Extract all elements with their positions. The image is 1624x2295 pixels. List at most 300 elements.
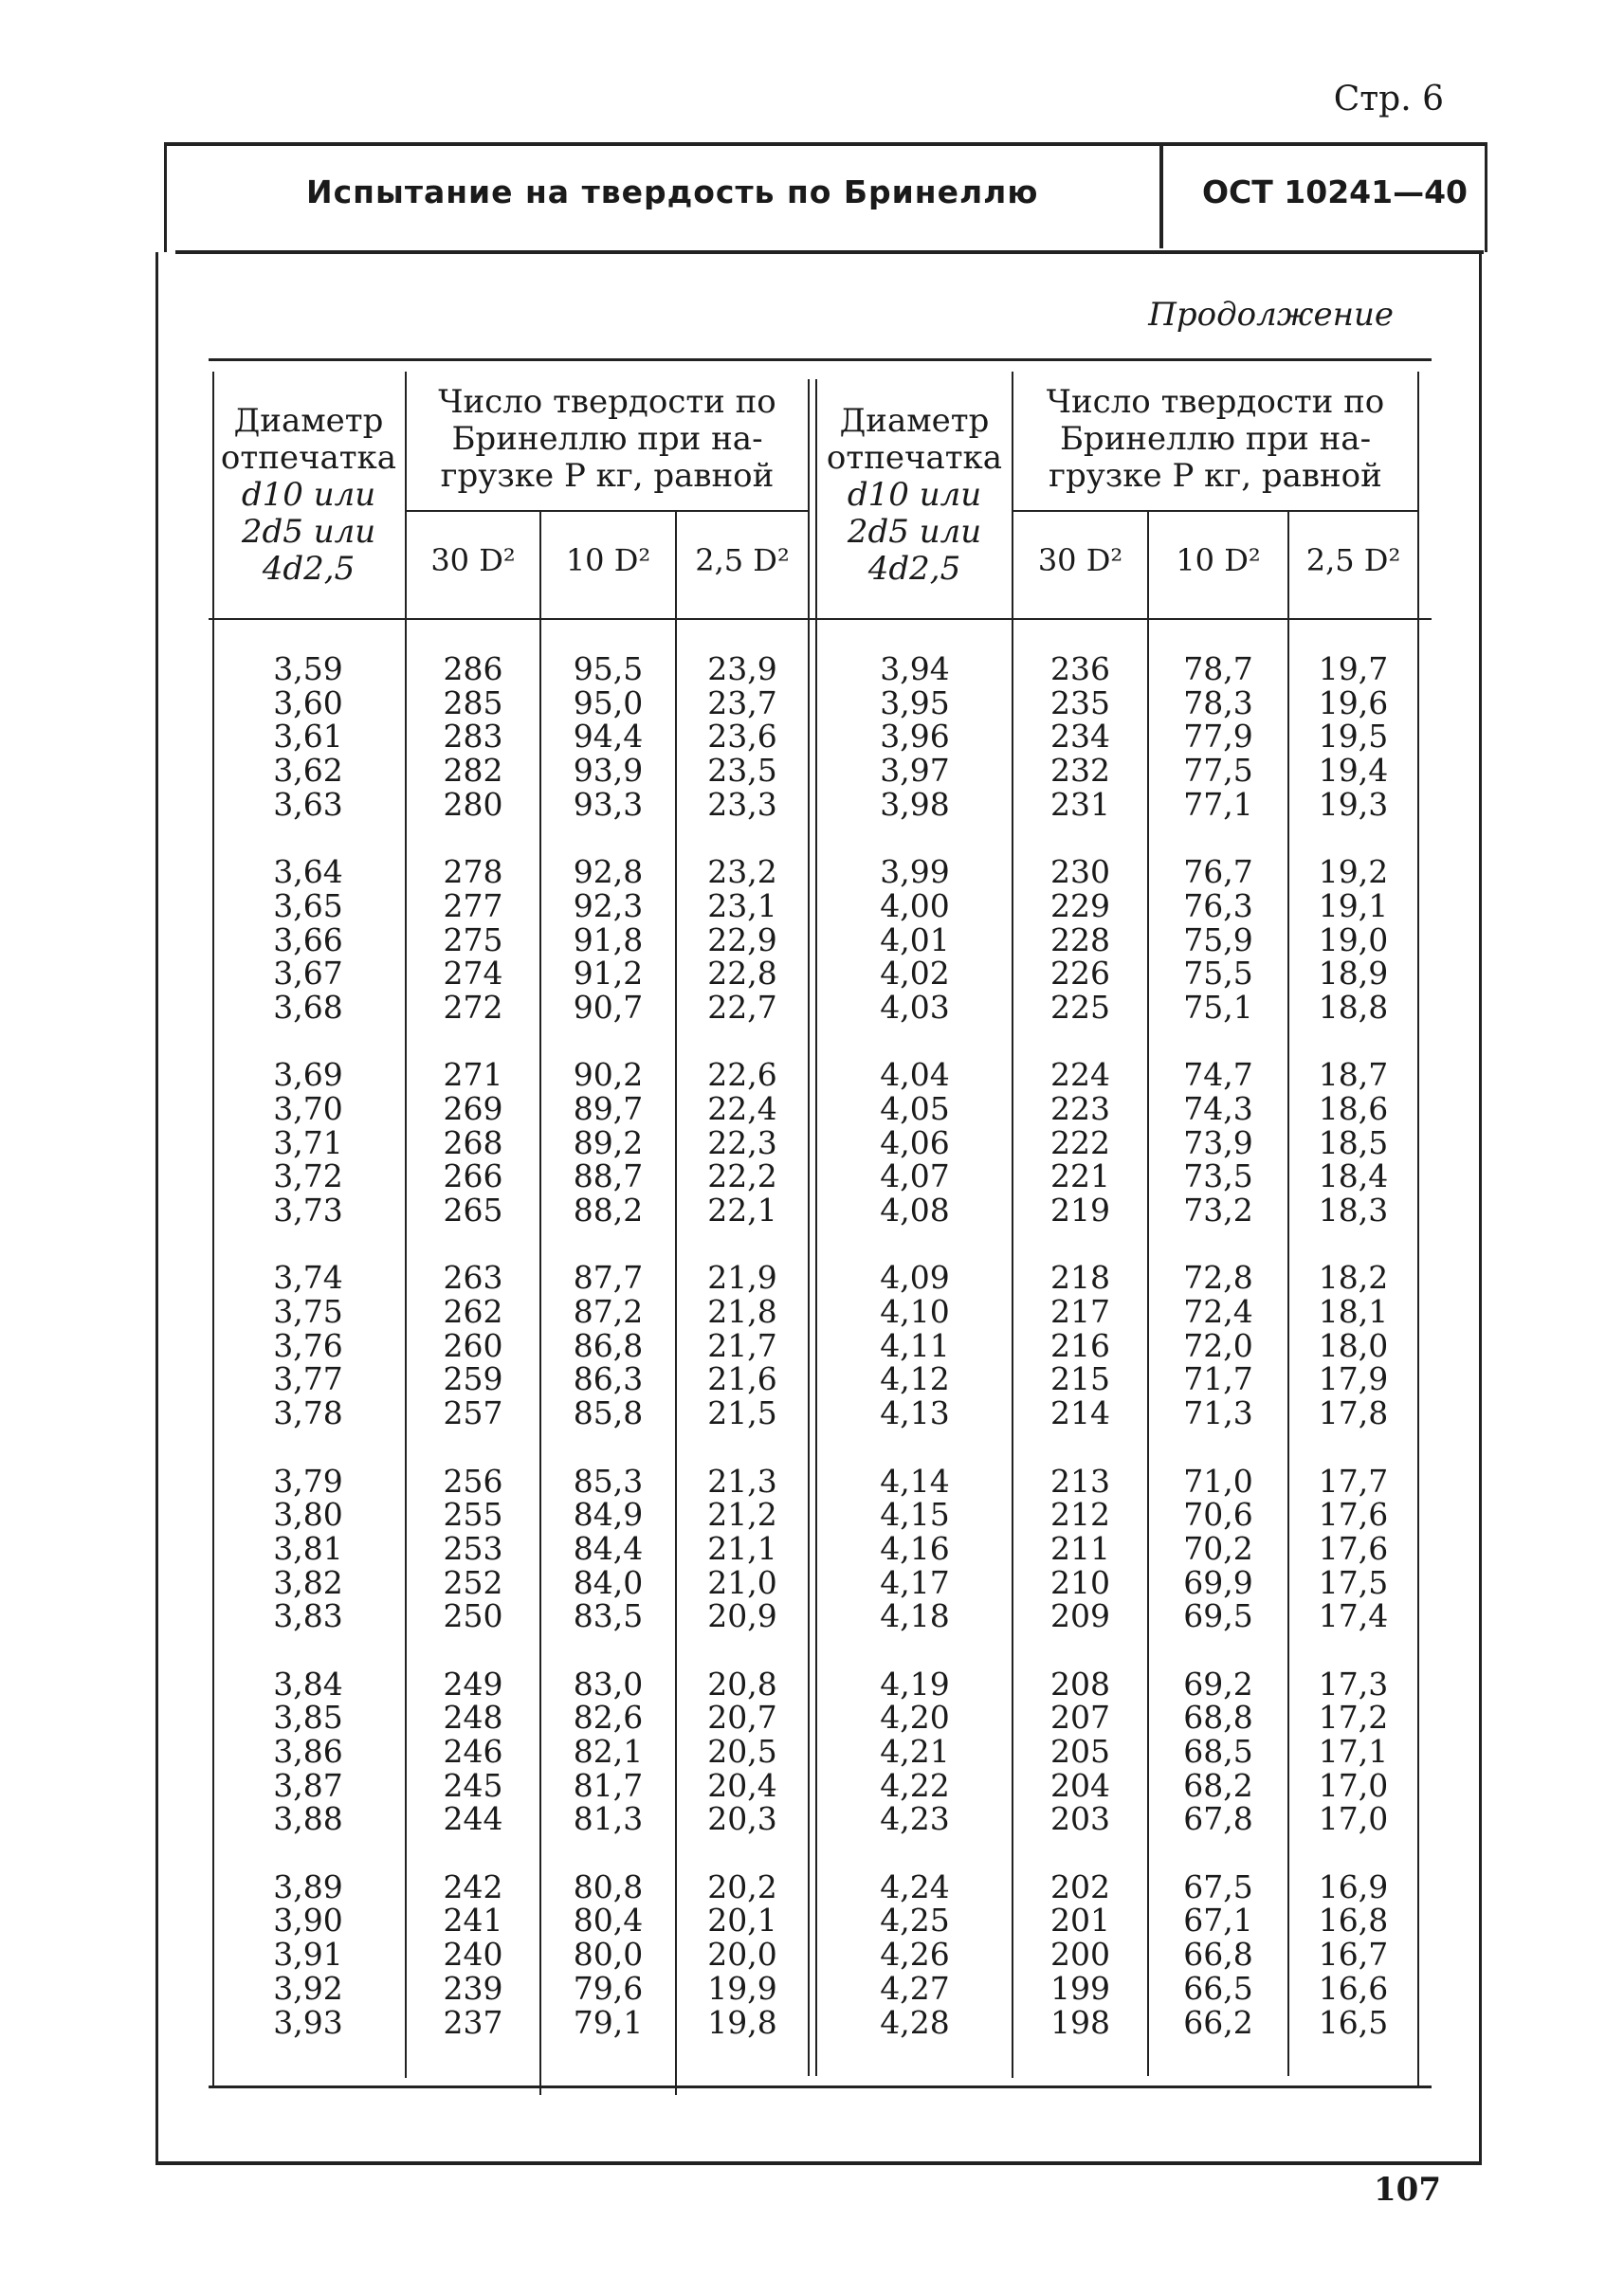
- left-hb25-column: [677, 652, 808, 2073]
- table-cell: 3,91: [273, 1936, 343, 1974]
- table-cell: 21,9: [707, 1259, 777, 1297]
- table-cell: 80,0: [573, 1936, 644, 1974]
- table-cell: 18,1: [1318, 1293, 1389, 1331]
- row-group: [1149, 1058, 1287, 1227]
- table-cell: 4,04: [880, 1056, 950, 1094]
- table-cell: 3,65: [273, 886, 343, 924]
- table-cell: 72,8: [1183, 1259, 1253, 1297]
- table-cell: 67,1: [1183, 1902, 1253, 1940]
- table-cell: 201: [1050, 1902, 1110, 1940]
- table-cell: 212: [1050, 1496, 1110, 1534]
- table-cell: 20,8: [707, 1665, 777, 1703]
- row-group: [839, 1462, 991, 1635]
- table-cell: 18,3: [1318, 1192, 1389, 1229]
- table-cell: 23,5: [707, 752, 777, 790]
- row-group: [541, 1667, 675, 1836]
- row-group: [237, 855, 379, 1024]
- table-cell: 253: [443, 1529, 503, 1567]
- table-cell: 3,80: [273, 1496, 343, 1534]
- table-cell: 3,77: [273, 1360, 343, 1398]
- table-cell: 22,6: [707, 1056, 777, 1094]
- load-30d2-header-left: 30 D²: [430, 542, 516, 578]
- table-cell: 19,6: [1318, 683, 1389, 721]
- table-cell: 88,7: [573, 1157, 644, 1195]
- table-cell: 262: [443, 1293, 503, 1331]
- diameter-header-line: Диаметр: [839, 402, 990, 440]
- table-cell: 72,0: [1183, 1326, 1253, 1364]
- row-group: [407, 1462, 539, 1635]
- diameter-header-right: [817, 403, 1012, 588]
- table-cell: 3,87: [273, 1766, 343, 1804]
- table-cell: 16,8: [1318, 1902, 1389, 1940]
- row-group: [237, 1667, 379, 1836]
- table-cell: 19,3: [1318, 785, 1389, 823]
- table-cell: 77,9: [1183, 718, 1253, 756]
- table-cell: 4,28: [880, 2003, 950, 2041]
- table-cell: 82,6: [573, 1699, 644, 1737]
- right-hb25-column: [1289, 652, 1417, 2073]
- table-cell: 236: [1050, 650, 1110, 687]
- row-group: [1149, 1462, 1287, 1635]
- table-cell: 249: [443, 1665, 503, 1703]
- table-cell: 231: [1050, 785, 1110, 823]
- page-label: Стр. 6: [1333, 80, 1444, 118]
- row-group: [1289, 1058, 1417, 1227]
- table-cell: 210: [1050, 1563, 1110, 1601]
- table-cell: 73,5: [1183, 1157, 1253, 1195]
- table-cell: 250: [443, 1597, 503, 1635]
- table-cell: 257: [443, 1394, 503, 1432]
- table-cell: 89,7: [573, 1089, 644, 1127]
- table-cell: 92,8: [573, 853, 644, 891]
- table-cell: 282: [443, 752, 503, 790]
- table-cell: 67,8: [1183, 1800, 1253, 1838]
- diameter-header-left: [212, 403, 405, 588]
- header-rule: [175, 250, 1484, 254]
- table-cell: 275: [443, 920, 503, 958]
- table-cell: 229: [1050, 886, 1110, 924]
- row-group: [677, 1867, 808, 2041]
- table-cell: 4,01: [880, 920, 950, 958]
- table-cell: 23,3: [707, 785, 777, 823]
- table-cell: 76,3: [1183, 886, 1253, 924]
- table-cell: 21,0: [707, 1563, 777, 1601]
- table-cell: 21,7: [707, 1326, 777, 1364]
- table-cell: 4,18: [880, 1597, 950, 1635]
- table-cell: 4,07: [880, 1157, 950, 1195]
- table-cell: 79,6: [573, 1969, 644, 2007]
- table-cell: 66,5: [1183, 1969, 1253, 2007]
- standard-code: ОСТ 10241—40: [1202, 173, 1469, 210]
- table-cell: 3,74: [273, 1259, 343, 1297]
- hardness-header-line: Число твердости по: [1046, 383, 1385, 421]
- table-cell: 85,8: [573, 1394, 644, 1432]
- table-cell: 77,5: [1183, 752, 1253, 790]
- table-cell: 21,6: [707, 1360, 777, 1398]
- right-hb10-column: [1149, 652, 1287, 2073]
- table-cell: 90,7: [573, 988, 644, 1026]
- table-cell: 81,7: [573, 1766, 644, 1804]
- table-cell: 244: [443, 1800, 503, 1838]
- row-group: [237, 1867, 379, 2041]
- subheader-rule-left: [407, 510, 808, 512]
- table-cell: 4,13: [880, 1394, 950, 1432]
- row-group: [1289, 1261, 1417, 1430]
- table-cell: 71,0: [1183, 1462, 1253, 1500]
- table-cell: 3,66: [273, 920, 343, 958]
- row-group: [541, 1261, 675, 1430]
- table-cell: 23,1: [707, 886, 777, 924]
- table-cell: 248: [443, 1699, 503, 1737]
- table-cell: 259: [443, 1360, 503, 1398]
- diameter-header-line: отпечатка: [826, 439, 1003, 477]
- table-cell: 3,76: [273, 1326, 343, 1364]
- table-cell: 17,2: [1318, 1699, 1389, 1737]
- table-cell: 230: [1050, 853, 1110, 891]
- table-cell: 3,68: [273, 988, 343, 1026]
- table-cell: 4,26: [880, 1936, 950, 1974]
- row-group: [677, 1058, 808, 1227]
- table-cell: 240: [443, 1936, 503, 1974]
- table-cell: 93,3: [573, 785, 644, 823]
- row-group: [237, 1058, 379, 1227]
- table-cell: 3,71: [273, 1123, 343, 1161]
- table-cell: 263: [443, 1259, 503, 1297]
- table-cell: 218: [1050, 1259, 1110, 1297]
- column-separator: [1417, 372, 1419, 2086]
- table-cell: 4,06: [880, 1123, 950, 1161]
- row-group: [407, 1261, 539, 1430]
- table-cell: 3,93: [273, 2003, 343, 2041]
- hardness-header-line: Бринеллю при на-: [451, 420, 763, 458]
- table-cell: 75,9: [1183, 920, 1253, 958]
- row-group: [1013, 1058, 1147, 1227]
- table-cell: 21,5: [707, 1394, 777, 1432]
- table-cell: 87,7: [573, 1259, 644, 1297]
- table-cell: 3,61: [273, 718, 343, 756]
- table-cell: 23,7: [707, 683, 777, 721]
- table-cell: 16,6: [1318, 1969, 1389, 2007]
- table-cell: 4,17: [880, 1563, 950, 1601]
- table-cell: 219: [1050, 1192, 1110, 1229]
- row-group: [1149, 1261, 1287, 1430]
- row-group: [677, 1667, 808, 1836]
- table-cell: 260: [443, 1326, 503, 1364]
- frame-left-border: [155, 252, 158, 2162]
- row-group: [407, 1667, 539, 1836]
- table-cell: 78,7: [1183, 650, 1253, 687]
- table-cell: 3,78: [273, 1394, 343, 1432]
- row-group: [1013, 1667, 1147, 1836]
- table-cell: 23,6: [707, 718, 777, 756]
- row-group: [407, 1867, 539, 2041]
- table-cell: 203: [1050, 1800, 1110, 1838]
- table-cell: 85,3: [573, 1462, 644, 1500]
- table-cell: 265: [443, 1192, 503, 1229]
- table-cell: 72,4: [1183, 1293, 1253, 1331]
- table-cell: 245: [443, 1766, 503, 1804]
- table-cell: 3,82: [273, 1563, 343, 1601]
- column-separator: [212, 372, 214, 2086]
- table-cell: 216: [1050, 1326, 1110, 1364]
- table-cell: 20,2: [707, 1867, 777, 1905]
- row-group: [1289, 1462, 1417, 1635]
- row-group: [237, 652, 379, 821]
- row-group: [677, 855, 808, 1024]
- table-cell: 215: [1050, 1360, 1110, 1398]
- table-cell: 17,0: [1318, 1800, 1389, 1838]
- table-cell: 94,4: [573, 718, 644, 756]
- table-cell: 73,2: [1183, 1192, 1253, 1229]
- table-cell: 277: [443, 886, 503, 924]
- table-cell: 18,8: [1318, 988, 1389, 1026]
- table-cell: 22,2: [707, 1157, 777, 1195]
- table-cell: 272: [443, 988, 503, 1026]
- table-cell: 4,10: [880, 1293, 950, 1331]
- table-cell: 3,88: [273, 1800, 343, 1838]
- table-cell: 75,5: [1183, 955, 1253, 993]
- table-cell: 3,84: [273, 1665, 343, 1703]
- table-cell: 22,1: [707, 1192, 777, 1229]
- table-cell: 18,0: [1318, 1326, 1389, 1364]
- table-cell: 3,67: [273, 955, 343, 993]
- table-cell: 4,25: [880, 1902, 950, 1940]
- table-cell: 222: [1050, 1123, 1110, 1161]
- table-cell: 86,3: [573, 1360, 644, 1398]
- table-cell: 4,09: [880, 1259, 950, 1297]
- table-cell: 225: [1050, 988, 1110, 1026]
- table-cell: 74,3: [1183, 1089, 1253, 1127]
- table-cell: 18,6: [1318, 1089, 1389, 1127]
- table-cell: 17,9: [1318, 1360, 1389, 1398]
- table-bottom-rule: [209, 2086, 1432, 2088]
- table-cell: 3,72: [273, 1157, 343, 1195]
- table-cell: 70,6: [1183, 1496, 1253, 1534]
- table-cell: 3,94: [880, 650, 950, 687]
- table-cell: 4,03: [880, 988, 950, 1026]
- row-group: [541, 1867, 675, 2041]
- table-cell: 246: [443, 1733, 503, 1770]
- table-cell: 16,5: [1318, 2003, 1389, 2041]
- load-25d2-header-right: 2,5 D²: [1305, 542, 1401, 578]
- table-cell: 4,00: [880, 886, 950, 924]
- table-cell: 19,5: [1318, 718, 1389, 756]
- hardness-header-line: грузке P кг, равной: [1049, 457, 1382, 495]
- table-cell: 22,8: [707, 955, 777, 993]
- table-cell: 83,5: [573, 1597, 644, 1635]
- table-cell: 223: [1050, 1089, 1110, 1127]
- table-cell: 20,3: [707, 1800, 777, 1838]
- table-cell: 20,7: [707, 1699, 777, 1737]
- row-group: [407, 652, 539, 821]
- right-diameter-column: [839, 652, 991, 2073]
- table-cell: 17,1: [1318, 1733, 1389, 1770]
- document-title: Испытание на твердость по Бринеллю: [306, 173, 1039, 210]
- table-cell: 226: [1050, 955, 1110, 993]
- table-cell: 209: [1050, 1597, 1110, 1635]
- hardness-header-left: [407, 384, 808, 495]
- row-group: [541, 1058, 675, 1227]
- table-cell: 22,7: [707, 988, 777, 1026]
- column-separator: [815, 379, 817, 2076]
- table-cell: 71,3: [1183, 1394, 1253, 1432]
- table-cell: 83,0: [573, 1665, 644, 1703]
- table-cell: 71,7: [1183, 1360, 1253, 1398]
- row-group: [839, 1058, 991, 1227]
- table-cell: 75,1: [1183, 988, 1253, 1026]
- table-cell: 20,1: [707, 1902, 777, 1940]
- table-cell: 73,9: [1183, 1123, 1253, 1161]
- row-group: [407, 1058, 539, 1227]
- hardness-header-line: Бринеллю при на-: [1059, 420, 1372, 458]
- table-cell: 17,0: [1318, 1766, 1389, 1804]
- table-cell: 268: [443, 1123, 503, 1161]
- table-cell: 271: [443, 1056, 503, 1094]
- table-cell: 4,15: [880, 1496, 950, 1534]
- table-cell: 3,70: [273, 1089, 343, 1127]
- table-cell: 82,1: [573, 1733, 644, 1770]
- table-cell: 4,16: [880, 1529, 950, 1567]
- table-cell: 77,1: [1183, 785, 1253, 823]
- table-cell: 89,2: [573, 1123, 644, 1161]
- table-cell: 205: [1050, 1733, 1110, 1770]
- table-cell: 21,2: [707, 1496, 777, 1534]
- table-cell: 3,96: [880, 718, 950, 756]
- row-group: [1289, 1867, 1417, 2041]
- table-cell: 3,79: [273, 1462, 343, 1500]
- table-cell: 80,4: [573, 1902, 644, 1940]
- table-cell: 255: [443, 1496, 503, 1534]
- table-cell: 18,9: [1318, 955, 1389, 993]
- table-cell: 80,8: [573, 1867, 644, 1905]
- table-cell: 95,5: [573, 650, 644, 687]
- row-group: [1013, 1462, 1147, 1635]
- table-cell: 3,97: [880, 752, 950, 790]
- table-cell: 202: [1050, 1867, 1110, 1905]
- table-top-rule: [209, 358, 1432, 361]
- row-group: [839, 855, 991, 1024]
- table-cell: 18,4: [1318, 1157, 1389, 1195]
- frame-bottom-border: [155, 2161, 1482, 2165]
- table-cell: 4,12: [880, 1360, 950, 1398]
- table-cell: 278: [443, 853, 503, 891]
- table-cell: 90,2: [573, 1056, 644, 1094]
- table-cell: 19,7: [1318, 650, 1389, 687]
- table-cell: 4,24: [880, 1867, 950, 1905]
- table-cell: 78,3: [1183, 683, 1253, 721]
- row-group: [1013, 652, 1147, 821]
- row-group: [839, 1261, 991, 1430]
- table-cell: 269: [443, 1089, 503, 1127]
- row-group: [677, 1261, 808, 1430]
- table-cell: 17,7: [1318, 1462, 1389, 1500]
- table-cell: 84,0: [573, 1563, 644, 1601]
- table-cell: 19,9: [707, 1969, 777, 2007]
- table-cell: 92,3: [573, 886, 644, 924]
- table-cell: 70,2: [1183, 1529, 1253, 1567]
- table-cell: 69,9: [1183, 1563, 1253, 1601]
- table-cell: 200: [1050, 1936, 1110, 1974]
- table-cell: 17,8: [1318, 1394, 1389, 1432]
- table-cell: 69,2: [1183, 1665, 1253, 1703]
- table-cell: 3,95: [880, 683, 950, 721]
- table-cell: 16,9: [1318, 1867, 1389, 1905]
- table-cell: 4,05: [880, 1089, 950, 1127]
- table-cell: 74,7: [1183, 1056, 1253, 1094]
- table-cell: 3,64: [273, 853, 343, 891]
- row-group: [541, 652, 675, 821]
- header-divider: [1159, 144, 1163, 248]
- left-hb30-column: [407, 652, 539, 2073]
- table-cell: 67,5: [1183, 1867, 1253, 1905]
- page-number: 107: [1374, 2171, 1441, 2209]
- row-group: [1149, 1667, 1287, 1836]
- table-cell: 3,90: [273, 1902, 343, 1940]
- column-separator: [808, 379, 810, 2076]
- table-cell: 81,3: [573, 1800, 644, 1838]
- table-cell: 19,1: [1318, 886, 1389, 924]
- table-cell: 4,11: [880, 1326, 950, 1364]
- table-cell: 252: [443, 1563, 503, 1601]
- table-cell: 20,0: [707, 1936, 777, 1974]
- row-group: [1149, 1867, 1287, 2041]
- row-group: [839, 652, 991, 821]
- diameter-header-line: Диаметр: [233, 402, 384, 440]
- table-cell: 266: [443, 1157, 503, 1195]
- table-cell: 274: [443, 955, 503, 993]
- table-cell: 3,98: [880, 785, 950, 823]
- table-cell: 84,9: [573, 1496, 644, 1534]
- table-cell: 3,99: [880, 853, 950, 891]
- table-cell: 207: [1050, 1699, 1110, 1737]
- table-cell: 239: [443, 1969, 503, 2007]
- table-cell: 3,63: [273, 785, 343, 823]
- table-cell: 22,9: [707, 920, 777, 958]
- table-cell: 68,2: [1183, 1766, 1253, 1804]
- table-cell: 221: [1050, 1157, 1110, 1195]
- table-cell: 199: [1050, 1969, 1110, 2007]
- diameter-header-line: d10 или: [847, 476, 982, 514]
- table-cell: 213: [1050, 1462, 1110, 1500]
- table-cell: 17,4: [1318, 1597, 1389, 1635]
- table-cell: 3,75: [273, 1293, 343, 1331]
- table-cell: 16,7: [1318, 1936, 1389, 1974]
- table-cell: 88,2: [573, 1192, 644, 1229]
- row-group: [677, 1462, 808, 1635]
- table-cell: 23,2: [707, 853, 777, 891]
- table-cell: 91,8: [573, 920, 644, 958]
- table-cell: 18,5: [1318, 1123, 1389, 1161]
- table-cell: 19,0: [1318, 920, 1389, 958]
- table-cell: 228: [1050, 920, 1110, 958]
- load-10d2-header-left: 10 D²: [565, 542, 651, 578]
- row-group: [541, 855, 675, 1024]
- table-cell: 76,7: [1183, 853, 1253, 891]
- table-cell: 4,23: [880, 1800, 950, 1838]
- diameter-header-line: 4d2,5: [867, 550, 961, 588]
- table-cell: 93,9: [573, 752, 644, 790]
- table-cell: 17,5: [1318, 1563, 1389, 1601]
- table-cell: 21,8: [707, 1293, 777, 1331]
- table-cell: 19,2: [1318, 853, 1389, 891]
- row-group: [1289, 855, 1417, 1024]
- row-group: [237, 1261, 379, 1430]
- hardness-header-line: грузке P кг, равной: [440, 457, 775, 495]
- table-cell: 17,6: [1318, 1529, 1389, 1567]
- load-10d2-header-right: 10 D²: [1176, 542, 1261, 578]
- table-cell: 23,9: [707, 650, 777, 687]
- subheader-rule-right: [1013, 510, 1417, 512]
